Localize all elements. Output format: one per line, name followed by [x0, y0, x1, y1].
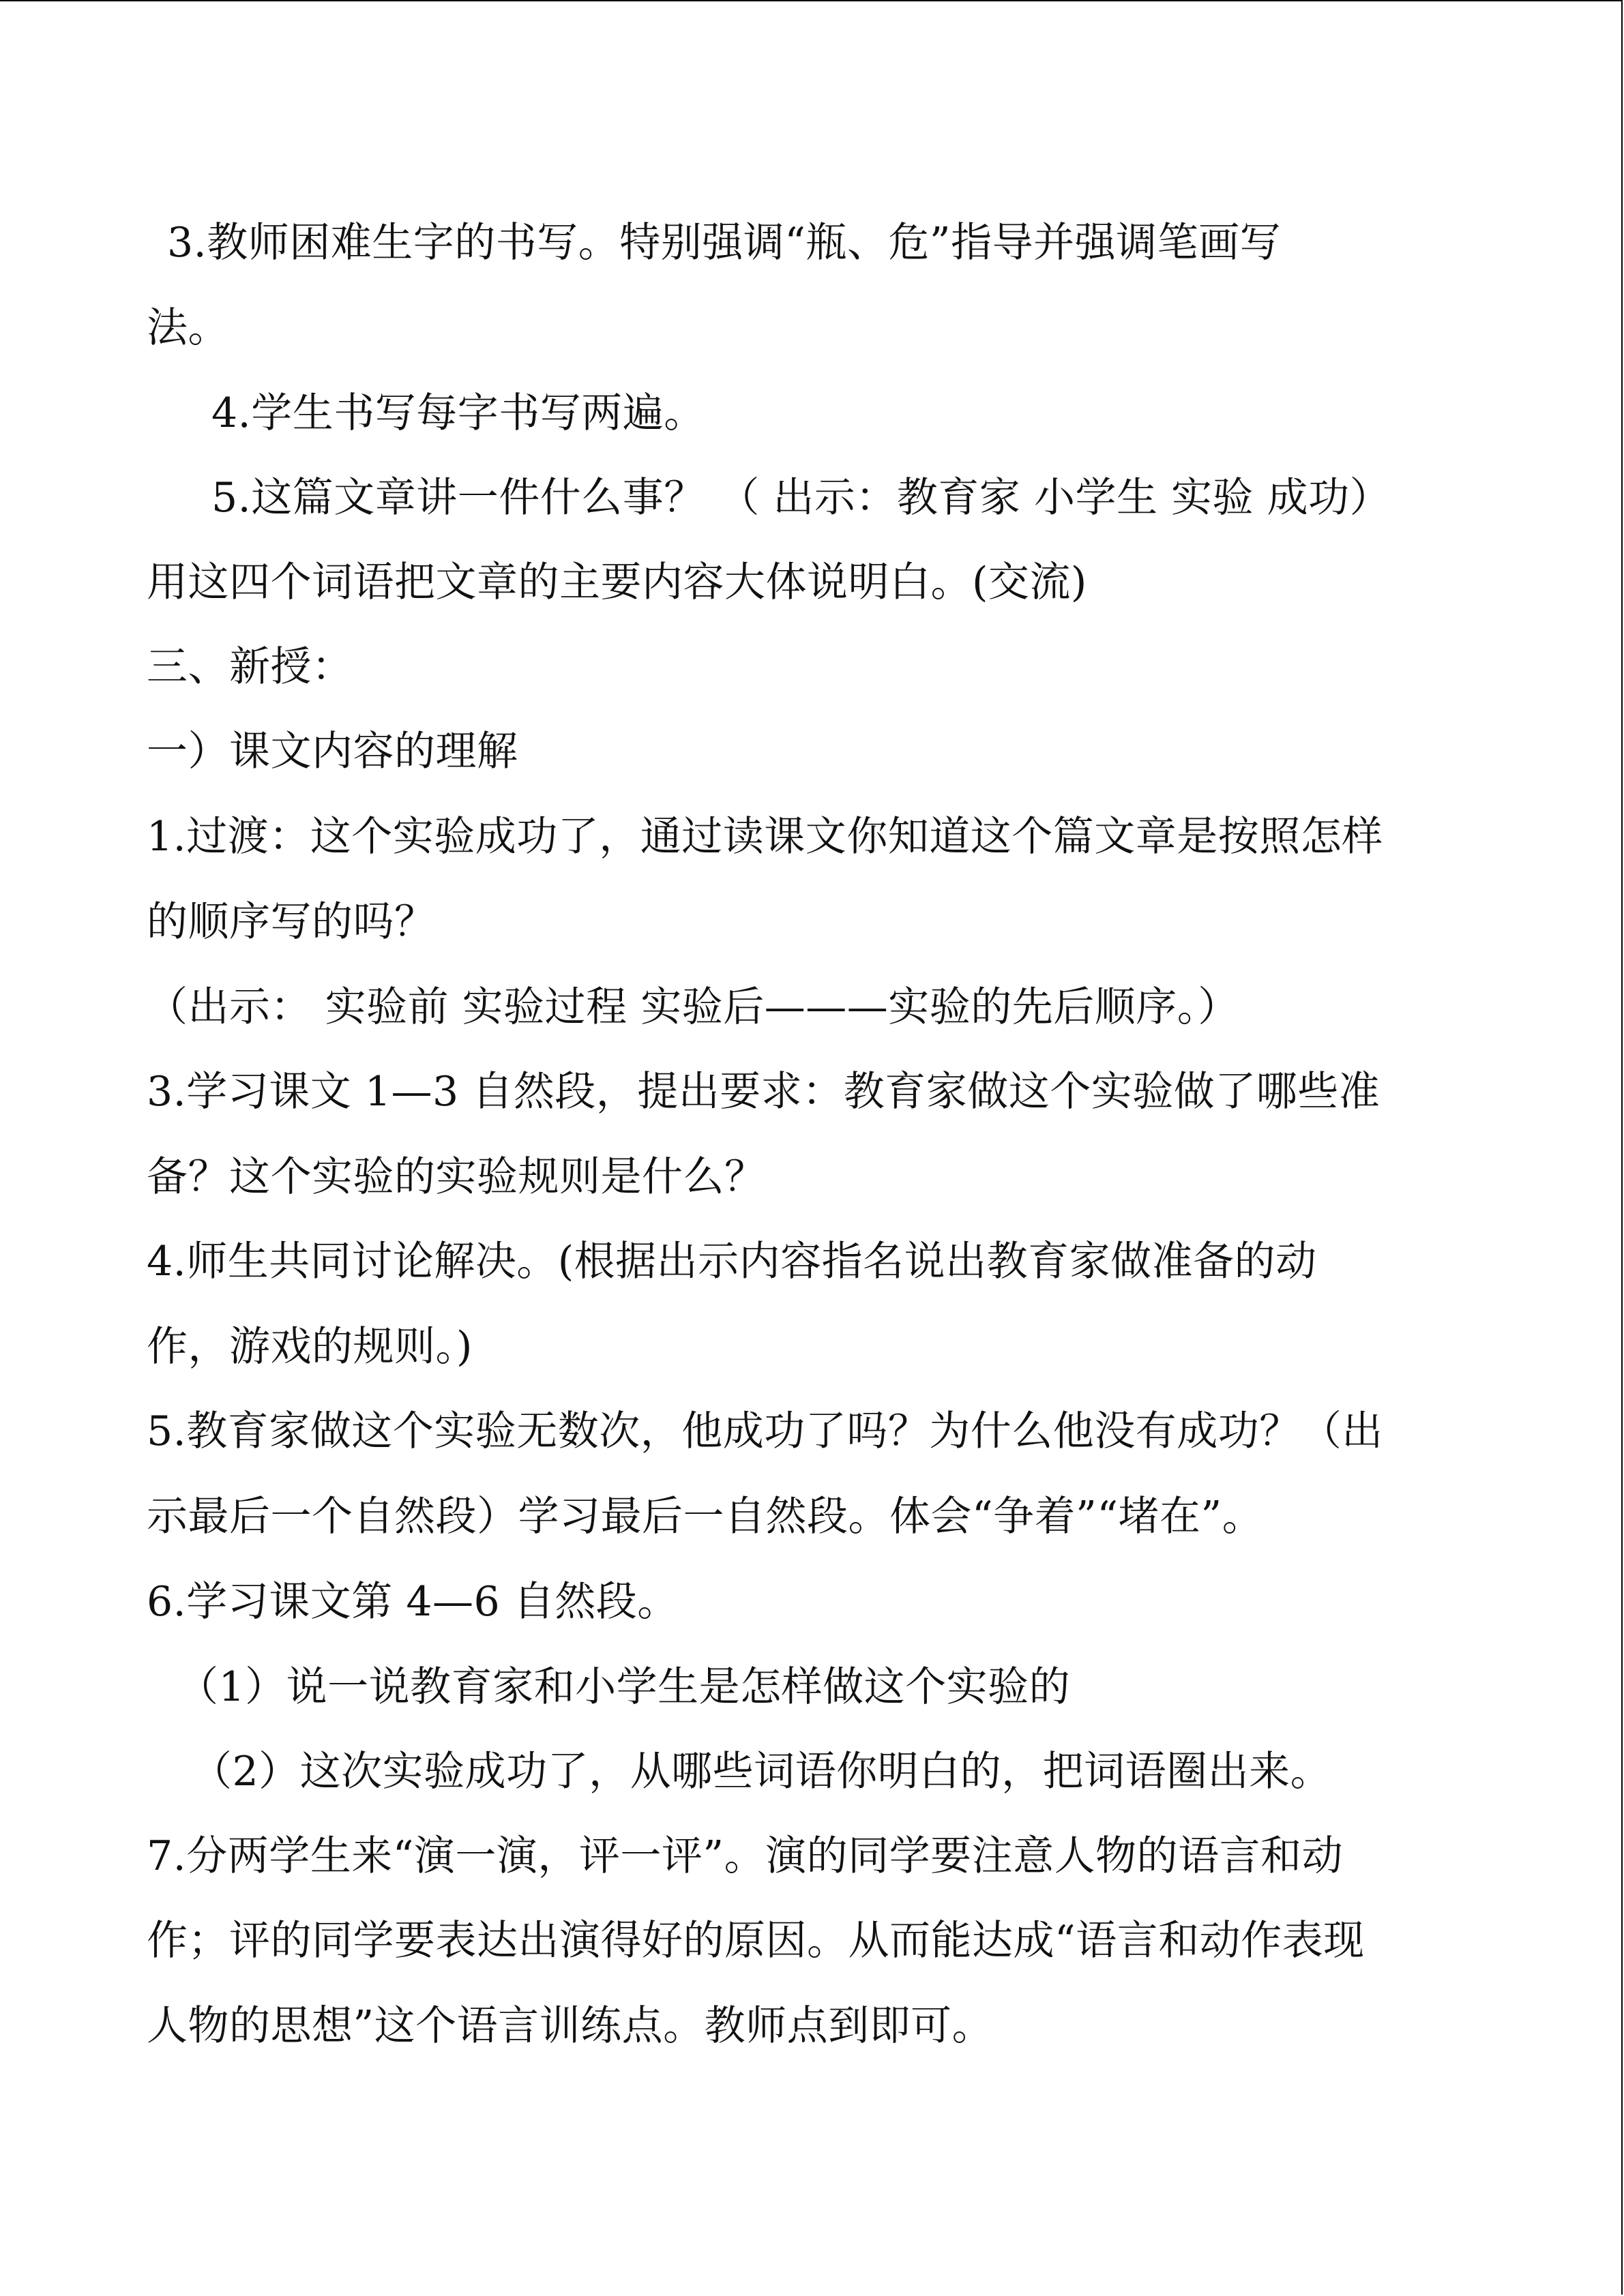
text-line: 7.分两学生来“演一演，评一评”。演的同学要注意人物的语言和动	[147, 1832, 1344, 1880]
text-line: 作，游戏的规则。)	[147, 1323, 473, 1371]
text-line: 法。	[147, 304, 229, 352]
text-line: 的顺序写的吗？	[147, 898, 436, 946]
text-line: 人物的思想”这个语言训练点。教师点到即可。	[147, 2002, 994, 2050]
text-line: （出示： 实验前 实验过程 实验后———实验的先后顺序。）	[147, 983, 1239, 1031]
text-line: 1.过渡：这个实验成功了，通过读课文你知道这个篇文章是按照怎样	[147, 813, 1383, 861]
section-heading: 三、新授：	[147, 643, 353, 691]
text-line: 4.师生共同讨论解决。(根据出示内容指名说出教育家做准备的动	[147, 1238, 1317, 1285]
text-line: 5.这篇文章讲一件什么事？ （ 出示：教育家 小学生 实验 成功）	[211, 474, 1391, 522]
text-line: 作；评的同学要表达出演得好的原因。从而能达成“语言和动作表现	[147, 1917, 1365, 1965]
text-line: 用这四个词语把文章的主要内容大体说明白。(交流)	[147, 558, 1087, 606]
text-line: 4.学生书写每字书写两遍。	[211, 389, 705, 437]
text-line: 3.教师困难生字的书写。特别强调“瓶、危”指导并强调笔画写	[167, 219, 1282, 267]
text-line: 备？这个实验的实验规则是什么？	[147, 1153, 766, 1201]
text-line: （1）说一说教育家和小学生是怎样做这个实验的	[177, 1663, 1071, 1711]
text-line: （2）这次实验成功了，从哪些词语你明白的，把词语圈出来。	[191, 1748, 1332, 1795]
text-line: 3.学习课文 1—3 自然段，提出要求：教育家做这个实验做了哪些准	[147, 1068, 1381, 1116]
subsection-heading: 一）课文内容的理解	[147, 728, 518, 775]
text-line: 6.学习课文第 4—6 自然段。	[147, 1578, 679, 1626]
text-line: 示最后一个自然段）学习最后一自然段。体会“争着”“堵在”。	[147, 1493, 1264, 1540]
text-line: 5.教育家做这个实验无数次，他成功了吗？为什么他没有成功？（出	[147, 1407, 1383, 1455]
